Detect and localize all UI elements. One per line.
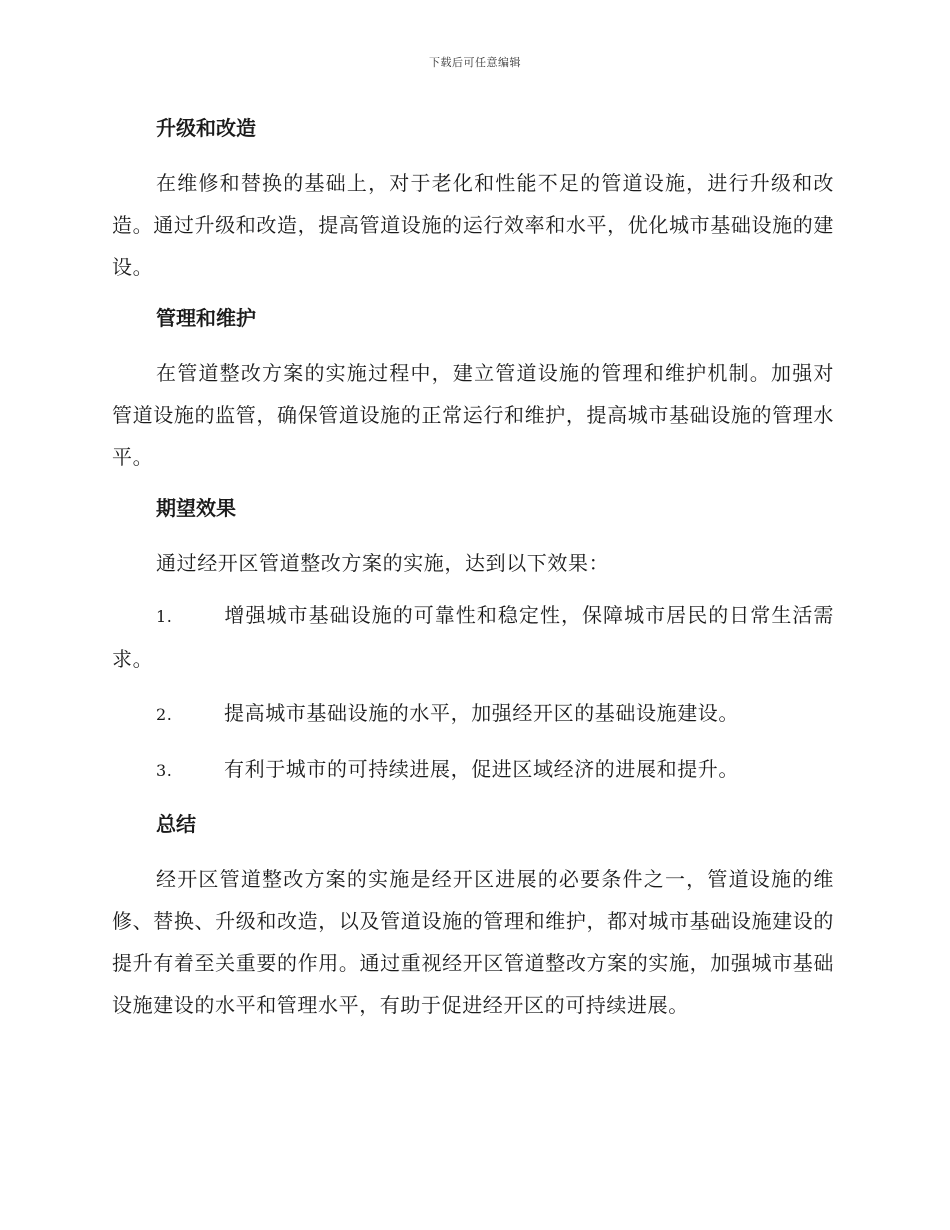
section-paragraph: 在维修和替换的基础上，对于老化和性能不足的管道设施，进行升级和改造。通过升级和改造，提高管道设施的运行效率和水平，优化城市基础设施的建设。 — [112, 171, 834, 279]
section-heading: 管理和维护 — [156, 306, 256, 330]
list-item — [112, 748, 834, 792]
list-item — [112, 594, 834, 680]
list-text: 增强城市基础设施的可靠性和稳定性，保障城市居民的日常生活需求。 — [112, 603, 834, 671]
list-number: 3. — [156, 761, 173, 780]
section-heading: 期望效果 — [156, 496, 236, 520]
list-text: 有利于城市的可持续进展，促进区域经济的进展和提升。 — [224, 757, 739, 781]
page-header: 下载后可任意编辑 — [429, 56, 521, 69]
section-heading: 升级和改造 — [156, 116, 256, 140]
section-paragraph: 经开区管道整改方案的实施是经开区进展的必要条件之一，管道设施的维修、替换、升级和改造，以及管道设施的管理和维护，都对城市基础设施建设的提升有着至关重要的作用。通过重视经开区管道整改方案的实施，加强城市基础设施建设的水平和管理水平，有助于促进经开区的可持续进展。 — [112, 867, 834, 1017]
section-intro: 通过经开区管道整改方案的实施，达到以下效果： — [156, 551, 610, 575]
section-heading: 总结 — [156, 812, 196, 836]
list-item — [112, 692, 834, 736]
list-number: 2. — [156, 705, 173, 724]
section-paragraph: 在管道整改方案的实施过程中，建立管道设施的管理和维护机制。加强对管道设施的监管，确保管道设施的正常运行和维护，提高城市基础设施的管理水平。 — [112, 361, 834, 469]
list-text: 提高城市基础设施的水平，加强经开区的基础设施建设。 — [224, 701, 739, 725]
document-body — [112, 108, 834, 1036]
list-number: 1. — [156, 607, 173, 626]
